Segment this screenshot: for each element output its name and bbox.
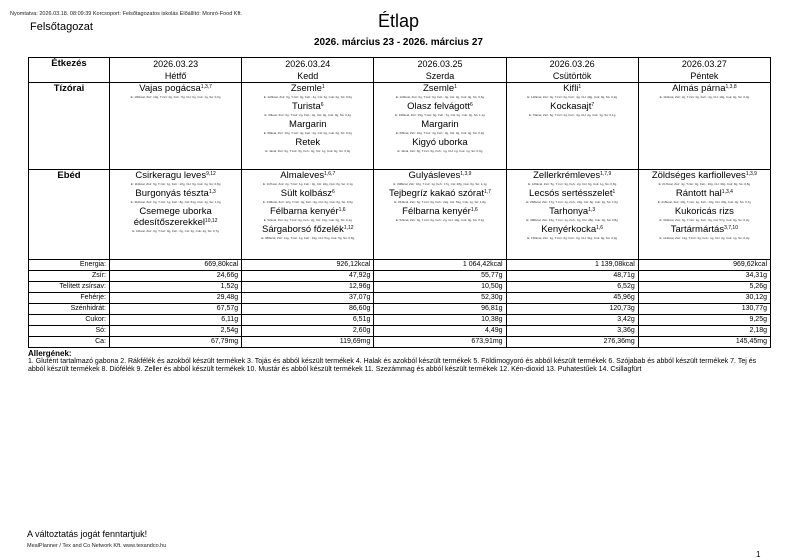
- meal-cell: [506, 83, 638, 170]
- dish-label: Kenyérkocka: [541, 224, 597, 235]
- nutrition-label: Cukor:: [29, 315, 110, 326]
- dish-name: [242, 101, 373, 112]
- dish-nutrition: E: 126kcal, Zsír: 5g, T.zsír: 3g, Feh.: 2g, CH: 6g, Cuk: 1g, Só: 0,8g: [528, 182, 617, 186]
- dish-name: [110, 206, 241, 228]
- nutrition-value: 669,80kcal: [110, 260, 242, 271]
- dish-nutrition: E: 398kcal, Zsír: 16g, T.zsír: 1g, Feh.: 9g, CH: 48g, Cuk: 0g, Só: 0,8g: [526, 218, 618, 222]
- meal-cell: [638, 170, 770, 260]
- nutrition-value: 67,57g: [110, 304, 242, 315]
- dish-label: Félbarna kenyér: [269, 206, 339, 217]
- page-title: Étlap: [377, 11, 420, 31]
- software-credit: MealPlanner / Tex and Co Network Kft. www.texandco.hu: [27, 543, 167, 549]
- dish-label: Rántott hal: [675, 188, 722, 199]
- dish-name: [374, 83, 505, 94]
- dish-nutrition: E: 4kcal, Zsír: 0g, T.zsír: 0g, Feh.: 1g, CH: 1g, Cuk: 1g, Só: 0,0g: [397, 149, 483, 153]
- dish-label: Zellerkrémleves: [533, 170, 601, 181]
- nutrition-value: 969,62kcal: [638, 260, 770, 271]
- nutrition-value: 37,07g: [242, 293, 374, 304]
- allergen-codes: 7: [591, 102, 595, 108]
- allergen-codes: 1,12: [343, 225, 354, 231]
- meal-cell: [242, 83, 374, 170]
- dish-label: Olasz felvágott: [407, 101, 470, 112]
- nutrition-value: 1 064,42kcal: [374, 260, 506, 271]
- dish-nutrition: E: 304kcal, Zsír: 6g, T.zsír: 1g, Feh.: 6g, CH: 57g, Cuk: 0g, Só: 0,2g: [659, 218, 750, 222]
- nutrition-value: 926,12kcal: [242, 260, 374, 271]
- dish-name: [242, 224, 373, 235]
- dish-name: [507, 170, 638, 181]
- dish-name: [507, 101, 638, 112]
- dish-label: Kifli: [563, 83, 579, 94]
- dish-name: [242, 137, 373, 148]
- header-row: [29, 58, 771, 83]
- dish-nutrition: E: 52kcal, Zsír: 0g, T.zsír: 0g, Feh.: 2g, CH: 10g, Cuk: 0g, Só: 0,1g: [395, 218, 485, 222]
- nutrition-value: 119,69mg: [242, 337, 374, 348]
- allergen-codes: 6: [320, 102, 324, 108]
- allergen-codes: 1: [612, 189, 616, 195]
- dish-label: Tarhonya: [549, 206, 589, 217]
- nutrition-row: [29, 271, 771, 282]
- dish-name: [639, 188, 770, 199]
- dish-name: [507, 83, 638, 94]
- meal-cell: [638, 83, 770, 170]
- allergen-codes: 1,7: [484, 189, 491, 195]
- dish-label: Zöldséges karfiolleves: [651, 170, 746, 181]
- day-date: 2026.03.23: [153, 59, 199, 69]
- menu-table: [28, 57, 771, 348]
- nutrition-value: 2,18g: [638, 326, 770, 337]
- dish-label: Lecsós sertésszelet: [529, 188, 613, 199]
- day-date: 2026.03.25: [417, 59, 463, 69]
- nutrition-label: Telített zsírsav:: [29, 282, 110, 293]
- nutrition-row: [29, 282, 771, 293]
- meal-label: Ebéd: [29, 170, 110, 260]
- dish-nutrition: E: 268kcal, Zsír: 17g, T.zsír: 1g, Feh.: 23g, CH: 8g, Cuk: 2g, Só: 1,0g: [526, 200, 618, 204]
- nutrition-value: 5,26g: [638, 282, 770, 293]
- allergen-codes: 1,3,9: [460, 171, 472, 177]
- nutrition-value: 120,73g: [506, 304, 638, 315]
- dish-name: [374, 206, 505, 217]
- allergen-codes: 6: [332, 189, 335, 195]
- dish-nutrition: E: 4kcal, Zsír: 0g, T.zsír: 0g, Feh.: 0g, CH: 1g, Cuk: 0g, Só: 0,0g: [265, 149, 351, 153]
- dish-name: [374, 170, 505, 181]
- dish-nutrition: E: 124kcal, Zsír: 12g, T.zsír: 3g, Feh.: 1g, CH: 2g, Cuk: 1g, Só: 0,2g: [659, 236, 750, 240]
- nutrition-value: 276,36mg: [506, 337, 638, 348]
- dish-nutrition: E: 139kcal, Zsír: 12g, T.zsír: 4g, Feh.: 9g, CH: 0g, Cuk: 0g, Só: 0,6g: [262, 200, 353, 204]
- nutrition-value: 1 139,08kcal: [506, 260, 638, 271]
- nutrition-value: 47,92g: [242, 271, 374, 282]
- nutrition-label: Só:: [29, 326, 110, 337]
- dish-nutrition: E: 168kcal, Zsír: 15g, T.zsír: 6g, Feh.: 7g, CH: 0g, Cuk: 0g, Só: 1,1g: [395, 113, 485, 117]
- dish-label: Sárgaborsó főzelék: [261, 224, 344, 235]
- allergen-codes: 1,3,4: [721, 189, 733, 195]
- dish-name: [639, 224, 770, 235]
- dish-name: [374, 188, 505, 199]
- allergen-codes: 1,3,9: [745, 171, 757, 177]
- dish-name: [374, 119, 505, 130]
- dish-name: [639, 170, 770, 181]
- dish-label: Almás párna: [672, 83, 726, 94]
- dish-name: [507, 206, 638, 217]
- nutrition-value: 2,54g: [110, 326, 242, 337]
- dish-nutrition: E: 120kcal, Zsír: 0g, T.zsír: 0g, Feh.: 4g, CH: 3g, Cuk: 0g, Só: 0,6g: [395, 95, 485, 99]
- nutrition-value: 86,60g: [242, 304, 374, 315]
- day-name: Csütörtök: [552, 71, 592, 81]
- meal-row: [29, 83, 771, 170]
- nutrition-row: [29, 304, 771, 315]
- day-header: [242, 58, 374, 83]
- day-name: Kedd: [297, 71, 319, 81]
- meal-row: [29, 170, 771, 260]
- nutrition-row: [29, 337, 771, 348]
- nutrition-value: 67,79mg: [110, 337, 242, 348]
- dish-label: Csemege uborka édesítőszerekkel: [133, 206, 212, 228]
- nutrition-value: 12,96g: [242, 282, 374, 293]
- nutrition-value: 9,25g: [638, 315, 770, 326]
- dish-label: Tartármártás: [670, 224, 725, 235]
- dish-label: Zsemle: [423, 83, 455, 94]
- dish-label: Kukoricás rizs: [674, 206, 734, 217]
- allergen-codes: 1,7,9: [600, 171, 612, 177]
- page-number: 1: [756, 550, 761, 559]
- dish-label: Félbarna kenyér: [402, 206, 471, 217]
- nutrition-row: [29, 326, 771, 337]
- allergen-codes: 1: [321, 84, 325, 90]
- nutrition-value: 4,49g: [374, 326, 506, 337]
- nutrition-value: 52,30g: [374, 293, 506, 304]
- dish-name: [507, 188, 638, 199]
- dish-nutrition: E: 216kcal, Zsír: 10g, T.zsír: 1g, Feh.: 10g, CH: 20g, Cuk: 0g, Só: 0,7g: [657, 200, 751, 204]
- allergen-codes: 1,3,8: [725, 84, 737, 90]
- day-name: Péntek: [690, 71, 719, 81]
- dish-label: Zsemle: [290, 83, 322, 94]
- print-info: Nyomtatva: 2026.03.18. 08:09:39 Korcsoport: Felsőtagozatos iskolás Előállító: Monró-Food Kft.: [10, 11, 243, 17]
- rights-reserved-note: A változtatás jogát fenntartjuk!: [27, 529, 148, 539]
- day-header: [638, 58, 770, 83]
- allergen-codes: 1,6: [596, 225, 604, 231]
- dish-name: [242, 188, 373, 199]
- day-name: Hétfő: [164, 71, 187, 81]
- dish-name: [374, 137, 505, 148]
- dish-name: [110, 170, 241, 181]
- dish-label: Retek: [295, 137, 321, 148]
- nutrition-value: 6,11g: [110, 315, 242, 326]
- day-date: 2026.03.26: [549, 59, 595, 69]
- nutrition-value: 145,45mg: [638, 337, 770, 348]
- dish-label: Gulyásleves: [408, 170, 461, 181]
- dish-nutrition: E: 308kcal, Zsír: 16g, T.zsír: 1g, Feh.: 17g, CH: 28g, Cuk: 6g, Só: 1,1g: [393, 182, 487, 186]
- dish-name: [639, 206, 770, 217]
- allergen-codes: 10,12: [204, 218, 218, 224]
- nutrition-value: 34,31g: [638, 271, 770, 282]
- dish-label: Sült kolbász: [280, 188, 332, 199]
- day-header: [506, 58, 638, 83]
- allergen-legend: [28, 350, 768, 374]
- dish-name: [242, 119, 373, 130]
- dish-nutrition: E: 334kcal, Zsír: 6g, T.zsír: 0g, Feh.: 22g, CH: 54g, Cuk: 1g, Só: 1,8g: [394, 200, 486, 204]
- dish-nutrition: E: 110kcal, Zsír: 2g, T.zsír: 0g, Feh.: 4g, CH: 19g, Cuk: 0g, Só: 0,3g: [659, 95, 750, 99]
- allergen-codes: 9,12: [206, 171, 216, 177]
- nutrition-label: Fehérje:: [29, 293, 110, 304]
- date-range: 2026. március 23 - 2026. március 27: [313, 37, 483, 48]
- dish-nutrition: E: 150kcal, Zsír: 1g, T.zsír: 0g, Feh.: 6g, CH: 31g, Cuk: 0g, Só: 0,3g: [527, 236, 618, 240]
- allergen-codes: 1,6: [338, 207, 346, 213]
- allergen-codes: 1,3: [588, 207, 596, 213]
- dish-label: Margarin: [421, 119, 459, 130]
- allergen-codes: 6: [470, 102, 473, 108]
- meal-cell: [242, 170, 374, 260]
- nutrition-value: 45,96g: [506, 293, 638, 304]
- group-label: Felsőtagozat: [30, 21, 93, 33]
- day-header: [110, 58, 242, 83]
- meal-cell: [374, 170, 506, 260]
- allergen-codes: 1: [454, 84, 457, 90]
- nutrition-value: 24,66g: [110, 271, 242, 282]
- allergen-codes: 3,7,10: [724, 225, 738, 231]
- nutrition-value: 30,12g: [638, 293, 770, 304]
- nutrition-value: 6,52g: [506, 282, 638, 293]
- dish-label: Tejbegríz kakaó szórat: [388, 188, 485, 199]
- day-header: [374, 58, 506, 83]
- dish-nutrition: E: 110kcal, Zsír: 6g, T.zsír: 1g, Feh.: 10g, CH: 6g, Cuk: 3g, Só: 0,8g: [130, 182, 221, 186]
- dish-nutrition: E: 70kcal, Zsír: 6g, T.zsír: 2g, Feh.: 3g, CH: 2g, Cuk: 1g, Só: 0,1g: [528, 113, 616, 117]
- dish-nutrition: E: 68kcal, Zsír: 10g, T.zsír: 4g, Feh.: 0g, CH: 0g, Cuk: 0g, Só: 0,2g: [395, 131, 485, 135]
- dish-nutrition: E: 68kcal, Zsír: 10g, T.zsír: 4g, Feh.: 0g, CH: 0g, Cuk: 0g, Só: 0,2g: [263, 131, 352, 135]
- nutrition-value: 96,81g: [374, 304, 506, 315]
- nutrition-label: Zsír:: [29, 271, 110, 282]
- nutrition-value: 130,77g: [638, 304, 770, 315]
- dish-nutrition: E: 120kcal, Zsír: 0g, T.zsír: 0g, Feh.: 4g, CH: 3g, Cuk: 0g, Só: 0,6g: [263, 95, 352, 99]
- allergen-heading: Allergének:: [28, 349, 72, 358]
- dish-label: Kockasajt: [550, 101, 592, 112]
- nutrition-value: 3,36g: [506, 326, 638, 337]
- dish-name: [242, 206, 373, 217]
- dish-name: [110, 83, 241, 94]
- allergen-codes: 1,6,7: [324, 171, 336, 177]
- dish-nutrition: E: 60kcal, Zsír: 6g, T.zsír: 2g, Feh.: 3g, CH: 0g, Cuk: 0g, Só: 0,4g: [264, 113, 352, 117]
- dish-nutrition: E: 380kcal, Zsír: 11g, T.zsír: 1g, Feh.: 19g, CH: 51g, Cuk: 5g, Só: 0,8g: [261, 236, 355, 240]
- nutrition-label: Szénhidrát:: [29, 304, 110, 315]
- nutrition-value: 55,77g: [374, 271, 506, 282]
- dish-label: Csirkeragu leves: [135, 170, 207, 181]
- day-date: 2026.03.27: [681, 59, 727, 69]
- dish-label: Turista: [292, 101, 321, 112]
- corner-header: Étkezés: [29, 58, 110, 83]
- dish-nutrition: E: 52kcal, Zsír: 0g, T.zsír: 0g, Feh.: 2g, CH: 10g, Cuk: 0g, Só: 0,1g: [263, 218, 352, 222]
- nutrition-value: 6,51g: [242, 315, 374, 326]
- allergen-codes: 1,6: [470, 207, 478, 213]
- dish-nutrition: E: 217kcal, Zsír: 4g, T.zsír: 0g, Feh.: 10g, CH: 33g, Cuk: 8g, Só: 0,8g: [658, 182, 751, 186]
- dish-name: [507, 224, 638, 235]
- dish-name: [374, 101, 505, 112]
- dish-nutrition: E: 190kcal, Zsír: 10g, T.zsír: 0g, Feh.: 5g, CH: 6g, Cuk: 1g, Só: 0,0g: [130, 95, 221, 99]
- dish-name: [242, 170, 373, 181]
- dish-name: [639, 83, 770, 94]
- dish-label: Almaleves: [280, 170, 325, 181]
- nutrition-value: 10,50g: [374, 282, 506, 293]
- dish-label: Vajas pogácsa: [139, 83, 201, 94]
- nutrition-label: Ca:: [29, 337, 110, 348]
- nutrition-row: [29, 293, 771, 304]
- dish-name: [110, 188, 241, 199]
- dish-nutrition: E: 10kcal, Zsír: 0g, T.zsír: 0g, Feh.: 0g, CH: 2g, Cuk: 2g, Só: 0,7g: [132, 229, 219, 233]
- dish-name: [242, 83, 373, 94]
- meal-cell: [506, 170, 638, 260]
- allergen-codes: 1: [578, 84, 582, 90]
- allergen-codes: 1,3: [208, 189, 216, 195]
- meal-cell: [110, 83, 242, 170]
- allergen-codes: 1,3,7: [200, 84, 212, 90]
- dish-nutrition: E: 310kcal, Zsír: 6g, T.zsír: 1g, Feh.: 8g, CH: 51g, Cuk: 1g, Só: 1,0g: [130, 200, 221, 204]
- nutrition-row: [29, 260, 771, 271]
- nutrition-value: 48,71g: [506, 271, 638, 282]
- day-date: 2026.03.24: [285, 59, 331, 69]
- nutrition-value: 3,42g: [506, 315, 638, 326]
- dish-label: Burgonyás tészta: [135, 188, 209, 199]
- dish-nutrition: E: 117kcal, Zsír: 2g, T.zsír: 1g, Feh.: 3g, CH: 22g, Cuk: 6g, Só: 0,1g: [262, 182, 353, 186]
- allergen-list: 1. Glutént tartalmazó gabona 2. Rákfélék és azokból készült termékek 3. Tojás és abból készült termékek 4. Halak és azokból készült termékek 5. Földimogyoró és abból készült termékek 6. Szójabab és abból készült termékek 7. Tej és abból készült termékek 8. Diófélék 9. Zeller és abból készült termékek 10. Mustár és abból készült termékek 11. Szezámmag és abból készült termékek 12. Kén-dioxid 13. Puhatestűek 14. Csillagfürt: [28, 358, 757, 373]
- meal-label: Tízórai: [29, 83, 110, 170]
- nutrition-row: [29, 315, 771, 326]
- nutrition-value: 1,52g: [110, 282, 242, 293]
- nutrition-value: 10,38g: [374, 315, 506, 326]
- dish-nutrition: E: 120kcal, Zsír: 0g, T.zsír: 0g, Feh.: 4g, CH: 20g, Cuk: 0g, Só: 0,2g: [527, 95, 618, 99]
- dish-label: Kigyó uborka: [412, 137, 468, 148]
- meal-cell: [374, 83, 506, 170]
- nutrition-value: 29,48g: [110, 293, 242, 304]
- nutrition-value: 673,91mg: [374, 337, 506, 348]
- day-name: Szerda: [425, 71, 455, 81]
- dish-label: Margarin: [289, 119, 327, 130]
- meal-cell: [110, 170, 242, 260]
- nutrition-label: Energia:: [29, 260, 110, 271]
- nutrition-value: 2,60g: [242, 326, 374, 337]
